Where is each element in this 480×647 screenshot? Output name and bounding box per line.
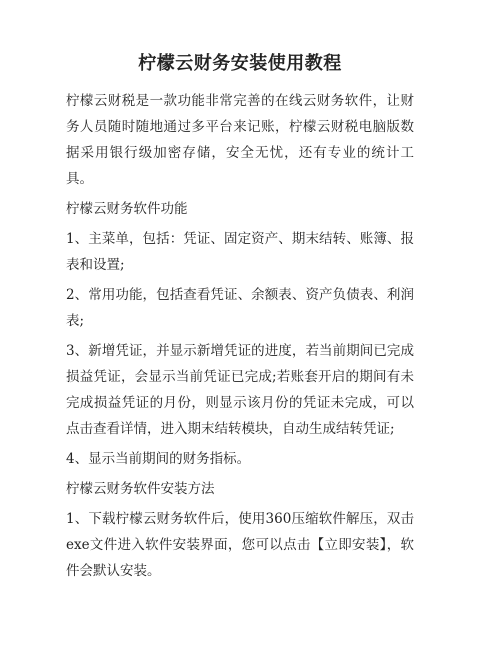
document-title: 柠檬云财务安装使用教程 xyxy=(138,53,342,74)
feature-item-3: 3、新增凭证，并显示新增凭证的进度，若当前期间已完成损益凭证，会显示当前凭证已完成;若账套开启的期间有未完成损益凭证的月份，则显示该月份的凭证未完成，可以点击查看详情，进入期末结转模块，自动生成结转凭证; xyxy=(66,343,414,437)
install-item-1: 1、下载柠檬云财务软件后，使用360压缩软件解压，双击exe文件进入软件安装界面，您可以点击【立即安装】，软件会默认安装。 xyxy=(66,511,414,579)
feature-item-2: 2、常用功能，包括查看凭证、余额表、资产负债表、利润表; xyxy=(66,287,414,329)
intro-paragraph: 柠檬云财税是一款功能非常完善的在线云财务软件，让财务人员随时随地通过多平台来记账，柠檬云财税电脑版数据采用银行级加密存储，安全无忧，还有专业的统计工具。 xyxy=(66,93,414,187)
feature-item-1: 1、主菜单，包括：凭证、固定资产、期末结转、账簿、报表和设置; xyxy=(66,231,414,273)
install-heading: 柠檬云财务软件安装方法 xyxy=(66,481,215,497)
feature-item-4: 4、显示当前期间的财务指标。 xyxy=(66,451,251,467)
features-heading: 柠檬云财务软件功能 xyxy=(66,201,188,217)
